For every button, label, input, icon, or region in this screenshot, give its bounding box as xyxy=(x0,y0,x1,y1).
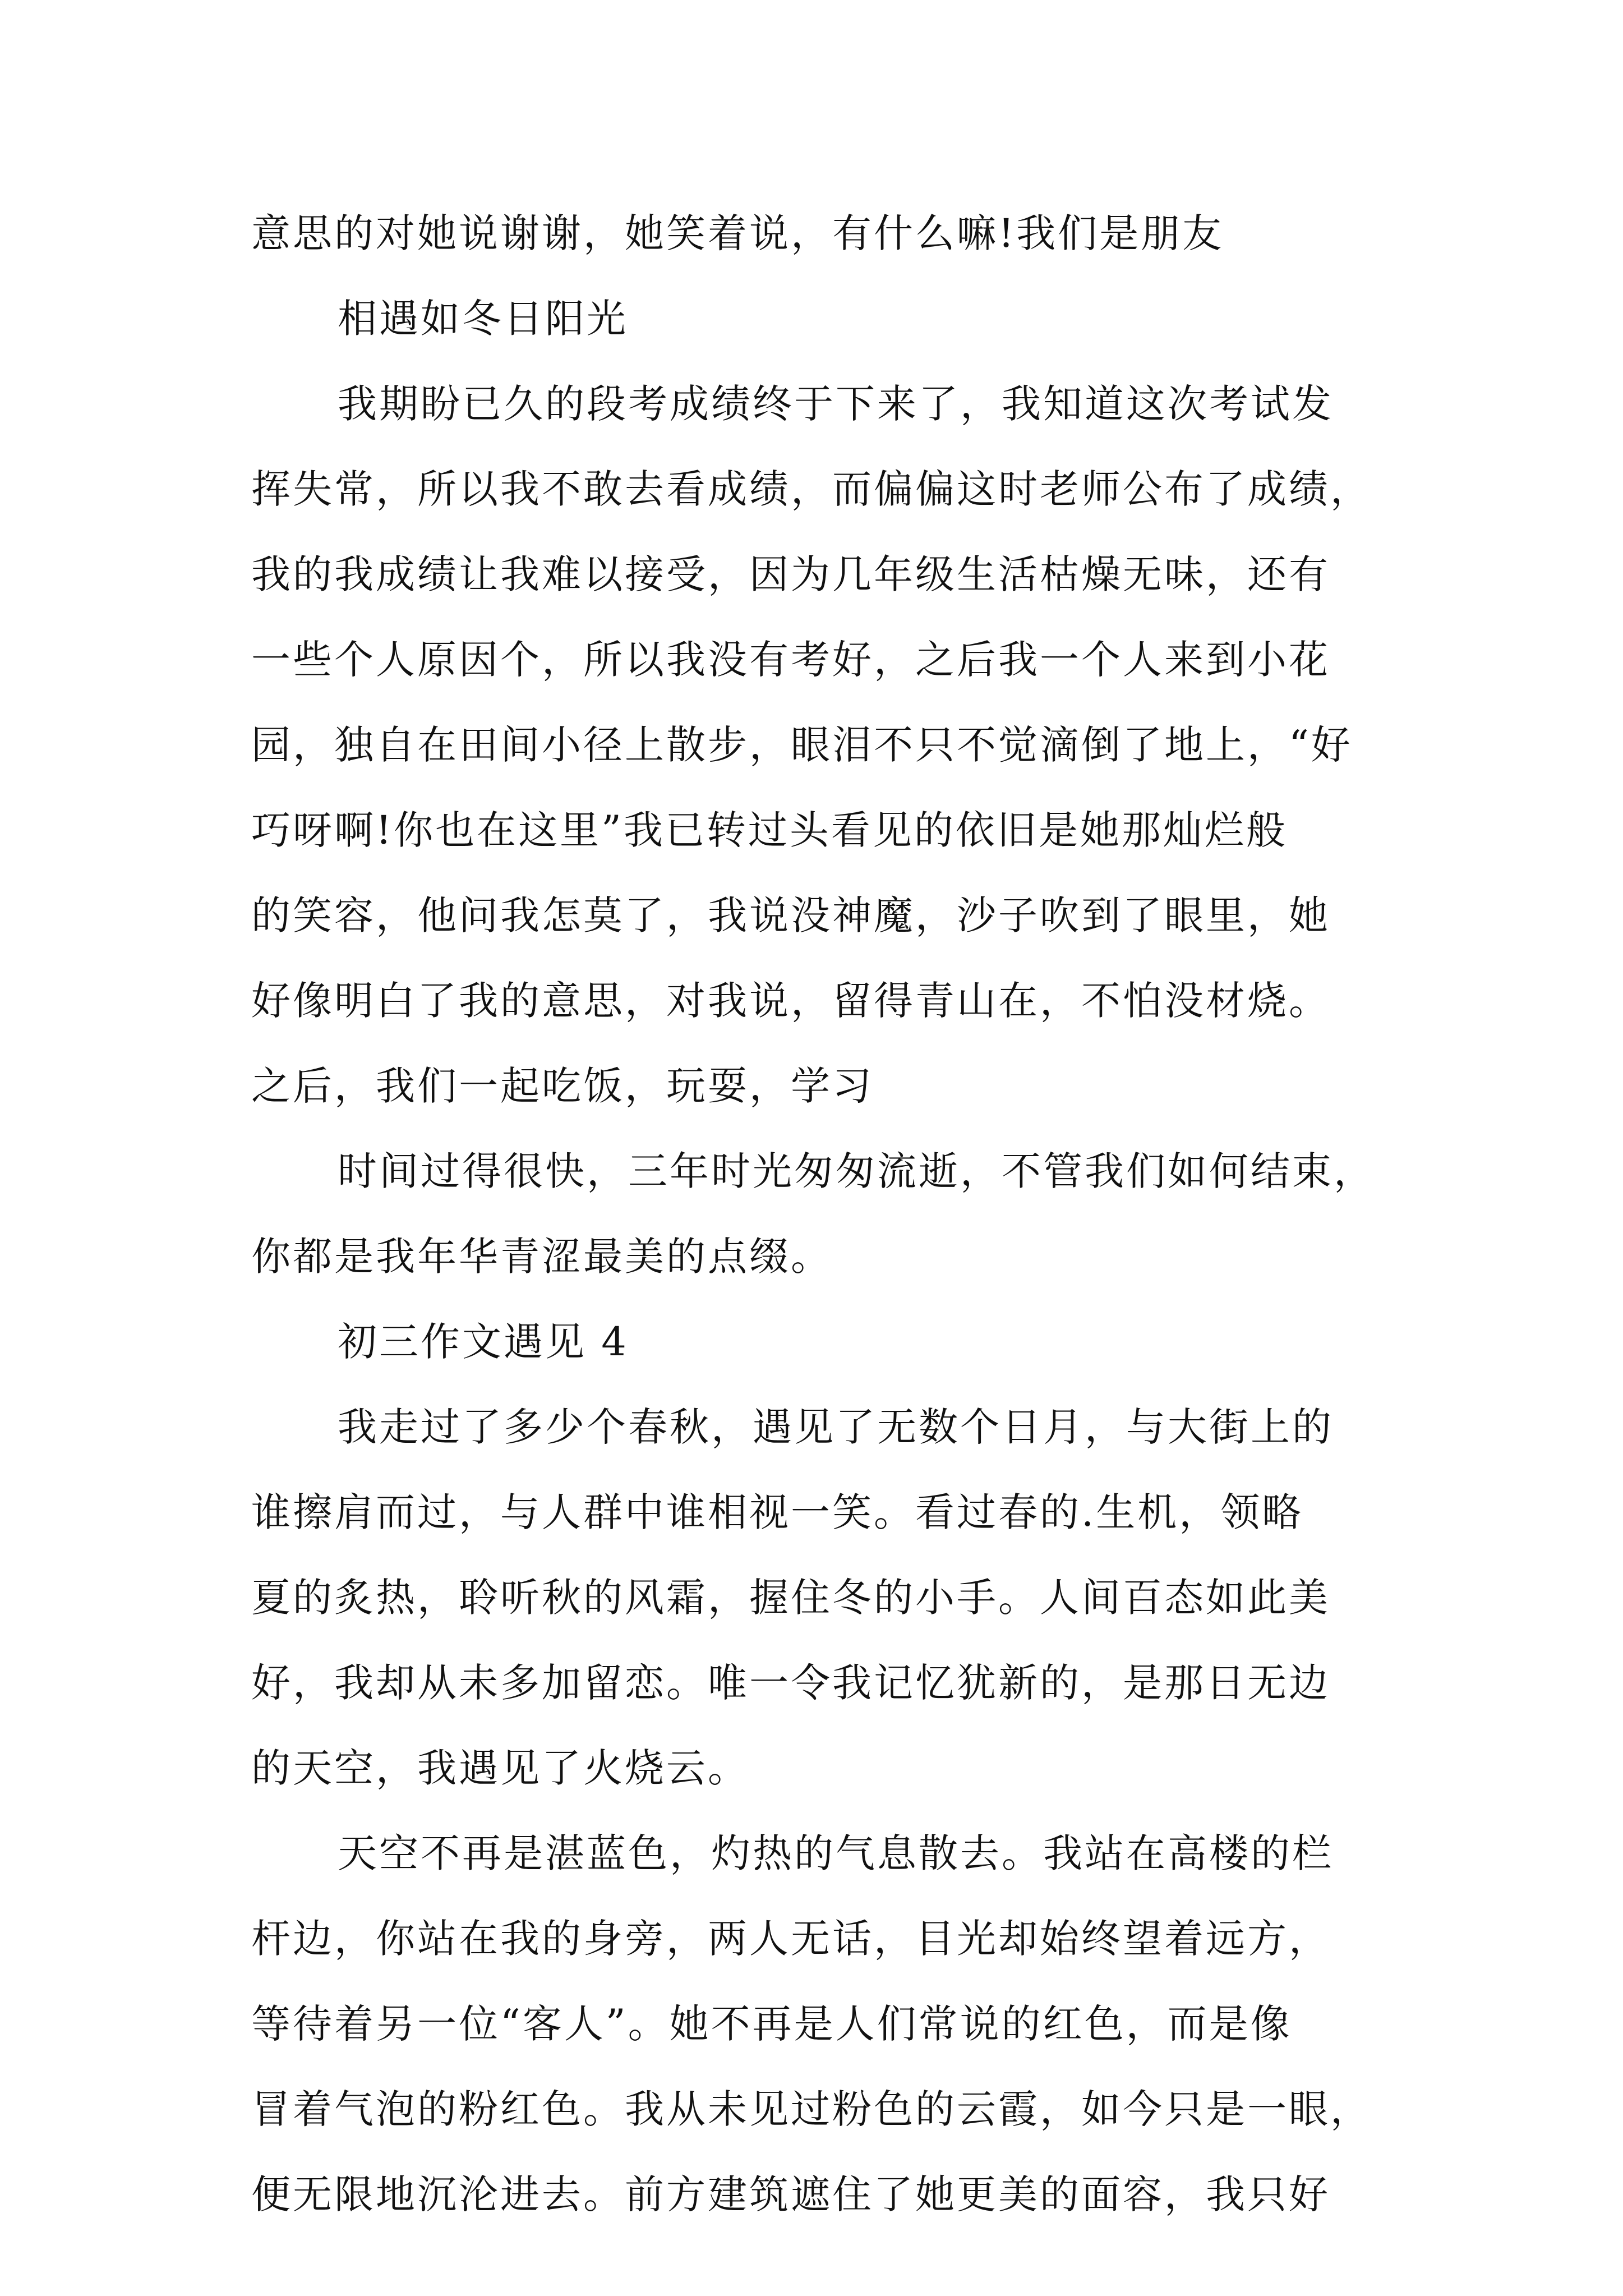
text-line: 我走过了多少个春秋，遇见了无数个日月，与大街上的 xyxy=(338,1404,1334,1450)
text-line: 好，我却从未多加留恋。唯一令我记忆犹新的，是那日无边 xyxy=(251,1660,1330,1706)
text-line: 的天空，我遇见了火烧云。 xyxy=(251,1745,749,1791)
text-line: 时间过得很快，三年时光匆匆流逝，不管我们如何结束， xyxy=(338,1148,1375,1194)
text-line: 冒着气泡的粉红色。我从未见过粉色的云霞，如今只是一眼， xyxy=(251,2086,1372,2132)
text-line: 意思的对她说谢谢，她笑着说，有什么嘛!我们是朋友 xyxy=(251,210,1224,256)
text-line: 巧呀啊!你也在这里”我已转过头看见的依旧是她那灿烂般 xyxy=(251,807,1288,853)
text-line: 便无限地沉沦进去。前方建筑遮住了她更美的面容，我只好 xyxy=(251,2171,1330,2217)
text-line: 挥失常，所以我不敢去看成绩，而偏偏这时老师公布了成绩， xyxy=(251,466,1372,512)
text-line: 夏的炙热，聆听秋的风霜，握住冬的小手。人间百态如此美 xyxy=(251,1575,1330,1621)
text-line: 的笑容，他问我怎莫了，我说没神魔，沙子吹到了眼里，她 xyxy=(251,892,1330,938)
text-line: 你都是我年华青涩最美的点缀。 xyxy=(251,1234,832,1280)
text-line: 一些个人原因个，所以我没有考好，之后我一个人来到小花 xyxy=(251,637,1330,683)
text-line: 我的我成绩让我难以接受，因为几年级生活枯燥无味，还有 xyxy=(251,551,1330,597)
section-heading: 相遇如冬日阳光 xyxy=(338,296,628,342)
text-line: 杆边，你站在我的身旁，两人无话，目光却始终望着远方， xyxy=(251,1916,1330,1962)
text-line: 我期盼已久的段考成绩终于下来了，我知道这次考试发 xyxy=(338,381,1334,427)
text-line: 天空不再是湛蓝色，灼热的气息散去。我站在高楼的栏 xyxy=(338,1830,1334,1876)
text-line: 之后，我们一起吃饭，玩耍，学习 xyxy=(251,1063,874,1109)
section-heading: 初三作文遇见 4 xyxy=(338,1319,629,1365)
text-line: 好像明白了我的意思，对我说，留得青山在，不怕没材烧。 xyxy=(251,978,1330,1024)
text-line: 园，独自在田间小径上散步，眼泪不只不觉滴倒了地上，“好 xyxy=(251,722,1353,768)
text-line: 等待着另一位“客人”。她不再是人们常说的红色，而是像 xyxy=(251,2001,1292,2047)
text-line: 谁擦肩而过，与人群中谁相视一笑。看过春的.生机，领略 xyxy=(251,1489,1304,1535)
essay-text xyxy=(251,191,1395,2237)
